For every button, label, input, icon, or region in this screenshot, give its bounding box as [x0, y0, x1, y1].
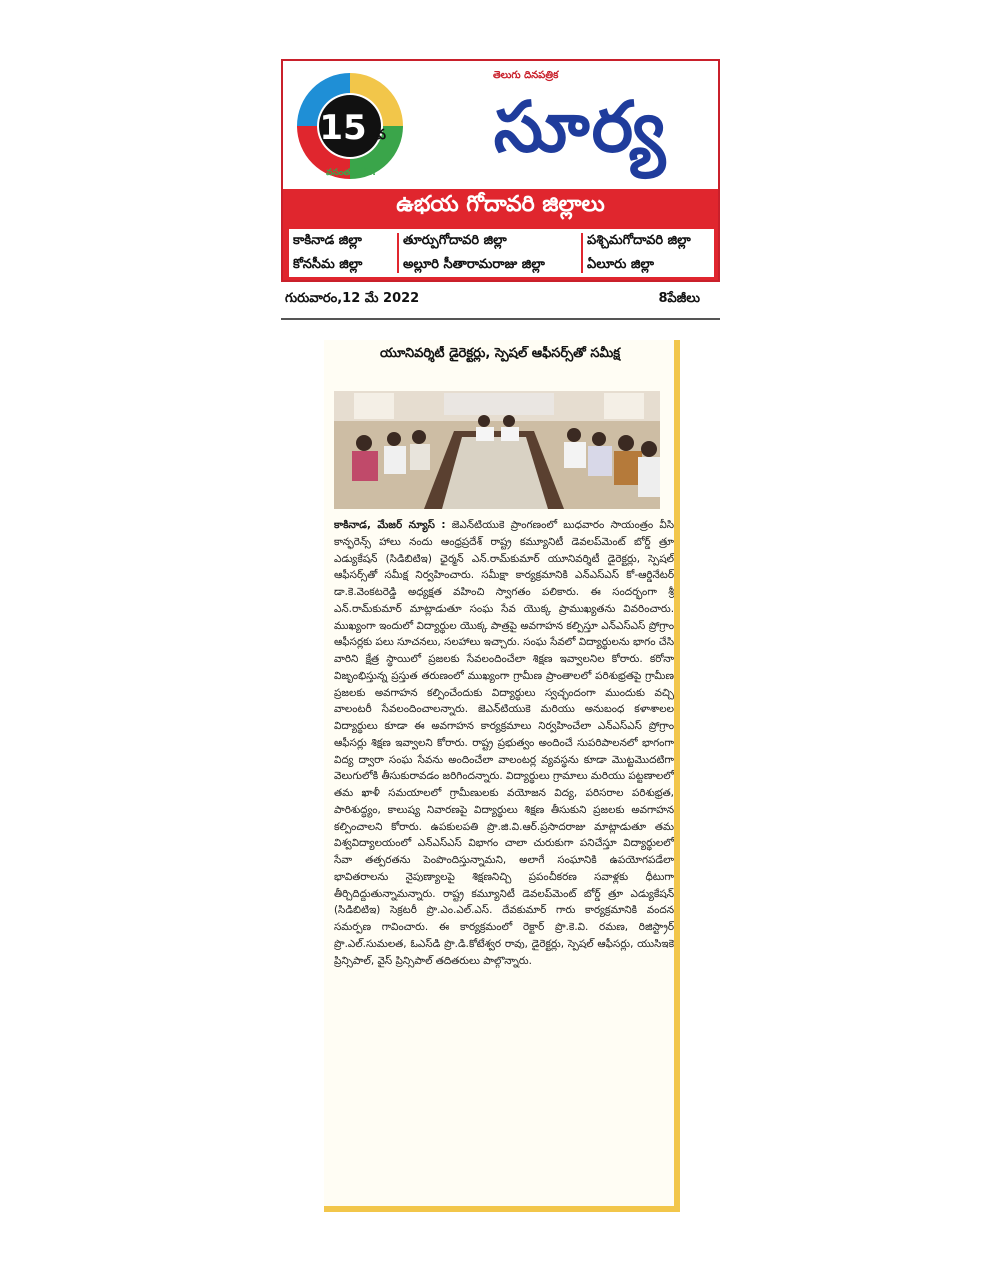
edition-title: ఉభయ గోదావరి జిల్లాలు: [396, 192, 605, 217]
page-count: 8పేజీలు: [658, 291, 700, 306]
anniversary-number: 15: [319, 108, 367, 148]
district-name: కోనసీమ జిల్లా: [293, 257, 363, 272]
district-column: [293, 229, 362, 277]
masthead: [281, 59, 720, 282]
edition-band: [283, 189, 718, 282]
anniversary-caption: వసంతంలోకి..: [326, 168, 376, 178]
district-name: తూర్పుగోదావరి జిల్లా: [403, 233, 507, 248]
district-name: కాకినాడ జిల్లా: [293, 233, 362, 248]
article-dateline: కాకినాడ, మేజర్ న్యూస్ :: [334, 519, 446, 531]
district-name: పశ్చిమగోదావరి జిల్లా: [587, 233, 691, 248]
anniversary-suffix: వ: [376, 127, 386, 143]
paper-name: సూర్య: [493, 85, 668, 168]
district-column: [403, 229, 545, 277]
issue-info: [281, 291, 720, 315]
district-name: ఏలూరు జిల్లా: [587, 257, 654, 272]
district-column: [587, 229, 691, 277]
news-article: [324, 340, 680, 1212]
meeting-photo: [334, 391, 660, 509]
district-name: అల్లూరి సీతారామరాజు జిల్లా: [403, 257, 545, 272]
article-body: [334, 517, 674, 1202]
district-list: [289, 229, 714, 277]
divider: [281, 318, 720, 320]
paper-tagline: తెలుగు దినపత్రిక: [493, 70, 559, 81]
masthead-top: [283, 61, 718, 189]
article-headline: యూనివర్శిటీ డైరెక్టర్లు, స్పెషల్ ఆఫీసర్స్‌తో సమీక్ష: [379, 346, 621, 361]
anniversary-logo: [291, 67, 409, 185]
district-divider: [581, 233, 583, 273]
district-divider: [397, 233, 399, 273]
issue-date: గురువారం,12 మే 2022: [285, 291, 420, 306]
article-text: జెఎన్‌టియుకె ప్రాంగణంలో బుధవారం సాయంత్రం వీసి కాన్ఫరెన్స్ హాలు నందు ఆంధ్రప్రదేశ్ రాష్ట్ర కమ్యూనిటీ డెవలప్‌మెంట్ బోర్డ్ త్రూ ఎడ్యుకేషన్ (సిడిబిటిఇ) ఛైర్మన్ ఎన్.రామ్‌కుమార్ యూనివర్శిటీ డైరెక్టర్లు, స్పెషల్ ఆఫీసర్స్‌తో సమీక్ష నిర్వహించారు. సమీక్షా కార్యక్రమానికి ఎన్ఎస్ఎస్ కో-ఆర్డినేటర్ డా.కె.వెంకటరెడ్డి అధ్యక్షత వహించి స్వాగతం పలికారు. ఈ సందర్భంగా శ్రీ ఎన్.రామ్‌కుమార్ మాట్లాడుతూ సంఘ సేవ యొక్క ప్రాముఖ్యతను వివరించారు. ముఖ్యంగా ఇందులో విద్యార్థుల యొక్క పాత్రపై అవగాహన కల్పిస్తూ ఎన్ఎస్ఎస్ ప్రోగ్రాం ఆఫీసర్లకు పలు సూచనలు, సలహాలు ఇచ్చారు. సంఘ సేవలో విద్యార్థులను భాగం చేసి వారిని క్షేత్ర స్థాయిలో ప్రజలకు సేవలందించేలా శిక్షణ ఇవ్వాలనిల కోరారు. కరోనా విజృంభిస్తున్న ప్రస్తుత తరుణంలో ముఖ్యంగా గ్రామీణ ప్రాంతాలలో పరిశుభ్రతపై గ్రామీణ ప్రజలకు అవగాహన కల్పించేందుకు విద్యార్థులు స్వచ్ఛందంగా ముందుకు వచ్చి వాలంటరీ సేవలందించాలన్నారు. జెఎన్‌టియుకె మరియు అనుబంధ కళాశాలల విద్యార్థులు కూడా ఈ అవగాహన కార్యక్రమాలు నిర్వహించేలా ఎన్ఎస్ఎస్ ప్రోగ్రాం ఆఫీసర్లు శిక్షణ ఇవ్వాలని కోరారు. రాష్ట్ర ప్రభుత్వం అందించే సుపరిపాలనలో భాగంగా విద్య ద్వారా సంఘ సేవను అందించేలా వాలంటర్ల వ్యవస్థను కూడా మొట్టమొదటిగా వెలుగులోకి తీసుకురావడం జరిగిందన్నారు. విద్యార్థులు గ్రామాలు మరియు పట్టణాలలో తమ ఖాళీ సమయాలలో గ్రామీణులకు వయోజన విద్య, పరిసరాల పరిశుభ్రత, పారిశుద్ధ్యం, కాలుష్య నివారణపై విద్యార్థులు శిక్షణ తీసుకుని ప్రజలకు అవగాహన కల్పించాలని కోరారు. ఉపకులపతి ప్రొ.జి.వి.ఆర్.ప్రసాదరాజు మాట్లాడుతూ తమ విశ్వవిద్యాలయంలో ఎన్ఎస్ఎస్ విభాగం చాలా చురుకుగా పనిచేస్తూ విద్యార్థులలో సేవా తత్పరతను పెంపొందిస్తున్నామని, అలాగే సంఘానికి ఉపయోగపడేలా భావితరాలను నైపుణ్యాలపై శిక్షణనిచ్చి ప్రపంచీకరణ సవాళ్లకు ధీటుగా తీర్చిదిద్దుతున్నామన్నారు. రాష్ట్ర కమ్యూనిటీ డెవలప్‌మెంట్ బోర్డ్ త్రూ ఎడ్యుకేషన్ (సిడిబిటిఇ) సెక్రటరీ ప్రొ.ఎం.ఎల్.ఎస్. దేవకుమార్ గారు కార్యక్రమానికి వందన సమర్పణ గావించారు. ఈ కార్యక్రమంలో రెక్టార్ ప్రొ.కె.వి. రమణ, రిజిస్ట్రార్ ప్రొ.ఎల్.సుమలత, ఓఎస్‌డి ప్రొ.డి.కోటేశ్వర రావు, డైరెక్టర్లు, స్పెషల్ ఆఫీసర్లు, యుసిఇకె ప్రిన్సిపాల్, వైస్ ప్రిన్సిపాల్ తదితరులు పాల్గొన్నారు.: [334, 519, 674, 967]
